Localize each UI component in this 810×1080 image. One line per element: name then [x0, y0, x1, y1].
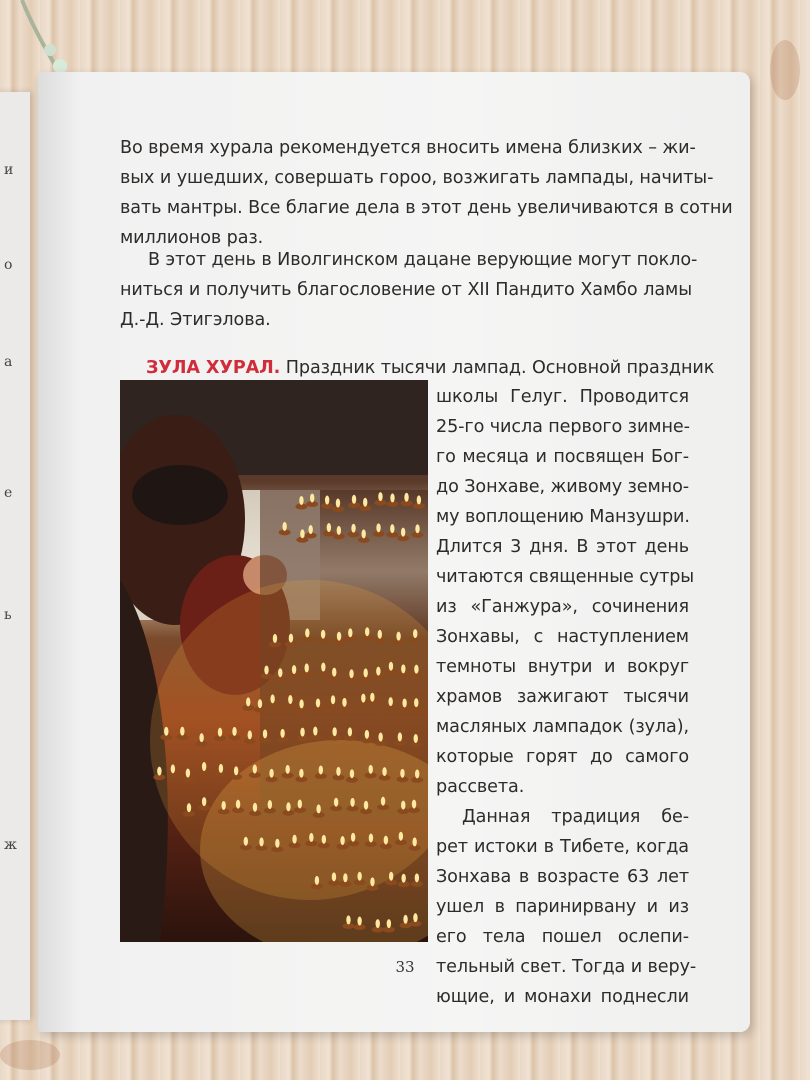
lamp-flame [308, 525, 312, 534]
text-line: которые горят до самого [436, 747, 689, 767]
lamp-flame [187, 803, 191, 812]
second-paragraph [120, 245, 698, 335]
text-line [146, 353, 715, 383]
wood-knot [0, 1040, 60, 1070]
text-line: из «Ганжура», сочинения [436, 597, 689, 617]
text-line: Зонхавы, с наступлением [436, 627, 689, 647]
lamp-flame [398, 732, 402, 741]
lamp-flame [412, 837, 416, 846]
lamp-flame [219, 764, 223, 773]
text-line: масляных лампадок (зула), [436, 717, 689, 737]
lamp-flame [349, 669, 353, 678]
text-line: ющие, и монахи поднесли [436, 987, 689, 1007]
text-line: рет истоки в Тибете, когда [436, 837, 689, 857]
text-line: му воплощению Манзушри. [436, 507, 690, 527]
lamp-flame [268, 800, 272, 809]
lamp-flame [414, 698, 418, 707]
text-line: Данная традиция бе- [462, 807, 689, 827]
lamp-flame [414, 734, 418, 743]
lamp-flame [376, 919, 380, 928]
lamp-flame [412, 800, 416, 809]
lamp-flame [348, 628, 352, 637]
text-line: вых и ушедших, совершать гороо, возжигать лампады, начиты- [120, 168, 714, 188]
lamp-flame [357, 872, 361, 881]
lamp-flame [246, 697, 250, 706]
lamp-flame [285, 765, 289, 774]
lamp-flame [403, 915, 407, 924]
lamp-flame [332, 872, 336, 881]
lamp-flame [263, 729, 267, 738]
lamp-flame [337, 632, 341, 641]
lamp-flame [300, 728, 304, 737]
lamp-flame [350, 798, 354, 807]
text-line: миллионов раз. [120, 228, 264, 248]
edge-char: ь [4, 607, 12, 623]
lamp-flame [292, 835, 296, 844]
lamp-flame [234, 766, 238, 775]
lamp-flame [337, 526, 341, 535]
lamp-flame [336, 499, 340, 508]
lamp-flame [368, 765, 372, 774]
lamp-flame [298, 799, 302, 808]
lamp-flame [305, 628, 309, 637]
lamp-flame [390, 524, 394, 533]
lamp-flame [381, 797, 385, 806]
lamp-flame [299, 699, 303, 708]
lamp-flame [417, 495, 421, 504]
lamp-flame [332, 668, 336, 677]
text-line: до Зонхаве, живому земно- [436, 477, 689, 497]
lamp-flame [299, 496, 303, 505]
lamp-flame [343, 873, 347, 882]
lamp-flame [202, 797, 206, 806]
lamp-flame [351, 833, 355, 842]
lamp-flame [414, 665, 418, 674]
lamp-flame [378, 733, 382, 742]
edge-char: е [4, 485, 13, 501]
section-first-line [146, 353, 715, 383]
lamp-flame [202, 762, 206, 771]
lamp-flame [400, 769, 404, 778]
lamp-flame [401, 801, 405, 810]
lamp-flame [369, 834, 373, 843]
lamp-flame [259, 837, 263, 846]
text-line: Во время хурала рекомендуется вносить имена близких – жи- [120, 138, 696, 158]
lamp-flame [364, 801, 368, 810]
lamp-flame [399, 832, 403, 841]
lamp-flame [286, 802, 290, 811]
lamp-flame [315, 876, 319, 885]
lamp-flame [288, 695, 292, 704]
lamp-flame [282, 522, 286, 531]
lamp-flame [387, 919, 391, 928]
lamp-flame [221, 801, 225, 810]
lamp-flame [313, 727, 317, 736]
text-line: темноты внутри и вокруг [436, 657, 689, 677]
lamp-flame [171, 764, 175, 773]
lamp-flame [248, 730, 252, 739]
lamp-flame [275, 839, 279, 848]
lamp-flame [388, 697, 392, 706]
lamp-flame [218, 728, 222, 737]
lamp-flame [289, 634, 293, 643]
lamp-flame [365, 627, 369, 636]
text-line: рассвета. [436, 777, 525, 797]
lamp-flame [253, 765, 257, 774]
text-line: Д.-Д. Этигэлова. [120, 310, 271, 330]
lamp-flame [180, 727, 184, 736]
lamp-flame [384, 836, 388, 845]
lamp-flame [402, 698, 406, 707]
wood-knot [770, 40, 800, 100]
text-line: Зонхава в возрасте 63 лет [436, 867, 689, 887]
text-line: вать мантры. Все благие дела в этот день увеличиваются в сотни [120, 198, 733, 218]
edge-char: и [4, 162, 14, 178]
intro-paragraph [120, 133, 733, 253]
lamp-flame [316, 698, 320, 707]
lamp-flame [164, 727, 168, 736]
lamp-flame [331, 695, 335, 704]
lamp-flame [365, 730, 369, 739]
lamp-flame [310, 493, 314, 502]
lamp-flame [299, 769, 303, 778]
lamp-flame [325, 496, 329, 505]
edge-char: ж [4, 837, 17, 853]
lamp-flame [342, 698, 346, 707]
lamp-flame [351, 524, 355, 533]
lamp-flame [357, 917, 361, 926]
lamp-flame [319, 765, 323, 774]
lamp-flame [363, 498, 367, 507]
lamp-flame [350, 769, 354, 778]
lamp-flame [258, 699, 262, 708]
lamp-flame [415, 769, 419, 778]
lamp-flame [309, 833, 313, 842]
lamp-flame [336, 767, 340, 776]
lamp-flame [415, 524, 419, 533]
lamp-flame [321, 630, 325, 639]
edge-char: о [4, 257, 13, 273]
lamp-flame [352, 495, 356, 504]
lamp-flame [236, 800, 240, 809]
lamp-flame [401, 528, 405, 537]
lamp-flame [270, 694, 274, 703]
text-line: ниться и получить благословение от XII Пандито Хамбо ламы [120, 280, 692, 300]
text-line: читаются священные сутры [436, 567, 695, 587]
lamp-flame [157, 767, 161, 776]
lamp-flame [401, 874, 405, 883]
lamp-flame [305, 663, 309, 672]
text-line: 25-го числа первого зимне- [436, 417, 690, 437]
text-line: тельный свет. Тогда и веру- [436, 957, 697, 977]
lamp-flame [321, 663, 325, 672]
lamp-flame [322, 835, 326, 844]
text-line: ушел в паринирвану и из [436, 897, 689, 917]
lamp-flame [186, 769, 190, 778]
lamp-flame [300, 529, 304, 538]
lamp-flame [390, 493, 394, 502]
lamp-flame [370, 693, 374, 702]
lamp-flame [396, 632, 400, 641]
lamp-flame [340, 836, 344, 845]
lamp-flame [363, 668, 367, 677]
lamp-flame [269, 769, 273, 778]
lamp-flame [413, 913, 417, 922]
lamp-flame [316, 804, 320, 813]
text-line: его тела пошел ослепи- [436, 927, 689, 947]
lamp-flame [264, 665, 268, 674]
lamp-flame [376, 667, 380, 676]
lamp-flame [415, 873, 419, 882]
lamp-flame [232, 727, 236, 736]
lamp-flame [273, 634, 277, 643]
lamp-flame [378, 492, 382, 501]
lamp-flame [292, 665, 296, 674]
lamp-flame [199, 733, 203, 742]
lamp-flame [362, 529, 366, 538]
photo-side-column [436, 382, 697, 1012]
lamp-flame [404, 493, 408, 502]
lamp-flame [278, 668, 282, 677]
lamp-flame [334, 798, 338, 807]
lamp-flame [378, 630, 382, 639]
text-line: Длится 3 дня. В этот день [436, 537, 689, 557]
lamp-flame [413, 629, 417, 638]
butter-lamps-photo [120, 380, 428, 942]
lamp-flame [346, 915, 350, 924]
lamp-flame [361, 694, 365, 703]
lamp-flame [389, 872, 393, 881]
text-line: храмов зажигают тысячи [436, 687, 689, 707]
lamp-flame [332, 727, 336, 736]
lamp-flame [244, 837, 248, 846]
page-number: 33 [395, 958, 415, 976]
text-line: го месяца и посвящен Бог- [436, 447, 689, 467]
lamp-flame [376, 523, 380, 532]
section-heading-rest: Праздник тысячи лампад. Основной праздник [285, 358, 715, 378]
section-heading: ЗУЛА ХУРАЛ. [146, 358, 281, 378]
edge-char: а [4, 354, 13, 370]
lamp-flame [280, 729, 284, 738]
text-line: В этот день в Иволгинском дацане верующие могут покло- [148, 250, 698, 270]
lamp-flame [348, 727, 352, 736]
lamp-flame [370, 877, 374, 886]
lamp-flame [327, 523, 331, 532]
lamp-flame [253, 803, 257, 812]
text-line: школы Гелуг. Проводится [436, 387, 689, 407]
facing-page-edge [0, 92, 30, 1020]
lamp-flame [382, 767, 386, 776]
lamp-flame [389, 662, 393, 671]
lamp-flame [401, 664, 405, 673]
